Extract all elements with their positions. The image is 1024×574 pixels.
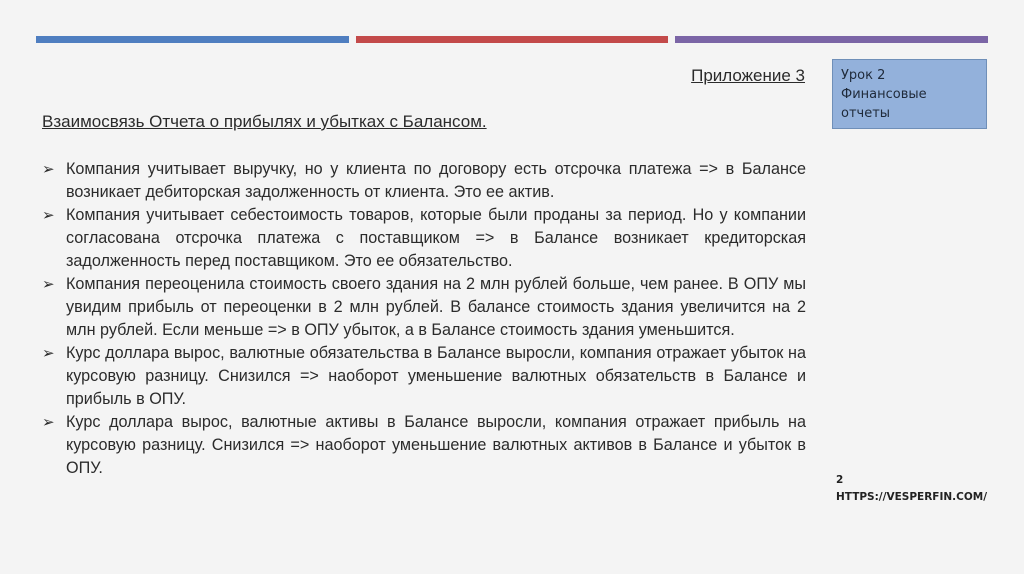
list-item: [42, 411, 806, 480]
top-accent-bar-purple: [675, 36, 988, 43]
arrow-bullet-icon: ➢: [42, 345, 55, 362]
page-number: 2: [836, 474, 844, 486]
footer-note: [836, 472, 987, 506]
bullet-text: Компания учитывает себестоимость товаров, которые были проданы за период. Но у компании согласована отсрочка платежа с поставщиком => в Балансе возникает кредиторская задолженность перед поставщиком. Это ее обязательство.: [66, 206, 806, 270]
list-item: [42, 342, 806, 411]
bullet-text: Компания переоценила стоимость своего здания на 2 млн рублей больше, чем ранее. В ОПУ мы увидим прибыль от переоценки в 2 млн рублей. В балансе стоимость здания увеличится на 2 млн рублей. Если меньше => в ОПУ убыток, а в Балансе стоимость здания уменьшится.: [66, 275, 806, 339]
arrow-bullet-icon: ➢: [42, 414, 55, 431]
lesson-box: [832, 59, 987, 129]
top-accent-bar-red: [356, 36, 668, 43]
list-item: [42, 204, 806, 273]
bullet-text: Курс доллара вырос, валютные обязательства в Балансе выросли, компания отражает убыток на курсовую разницу. Снизился => наоборот уменьшение валютных обязательств в Балансе и прибыль в ОПУ.: [66, 344, 806, 408]
arrow-bullet-icon: ➢: [42, 207, 55, 224]
lesson-box-line: Урок 2: [841, 68, 886, 83]
arrow-bullet-icon: ➢: [42, 276, 55, 293]
appendix-label: Приложение 3: [691, 66, 805, 85]
bullet-list: [42, 158, 806, 480]
bullet-text: Компания учитывает выручку, но у клиента по договору есть отсрочка платежа => в Балансе возникает дебиторская задолженность от клиента. Это ее актив.: [66, 160, 806, 201]
lesson-box-line: Финансовые: [841, 87, 927, 102]
bullet-text: Курс доллара вырос, валютные активы в Балансе выросли, компания отражает прибыль на курсовую разницу. Снизился => наоборот уменьшение валютных активов в Балансе и убыток в ОПУ.: [66, 413, 806, 477]
slide-title: Взаимосвязь Отчета о прибылях и убытках с Балансом.: [42, 112, 487, 131]
top-accent-bar-blue: [36, 36, 349, 43]
lesson-box-line: отчеты: [841, 106, 891, 121]
list-item: [42, 158, 806, 204]
list-item: [42, 273, 806, 342]
arrow-bullet-icon: ➢: [42, 161, 55, 178]
footer-url[interactable]: HTTPS://VESPERFIN.COM/: [836, 491, 988, 503]
